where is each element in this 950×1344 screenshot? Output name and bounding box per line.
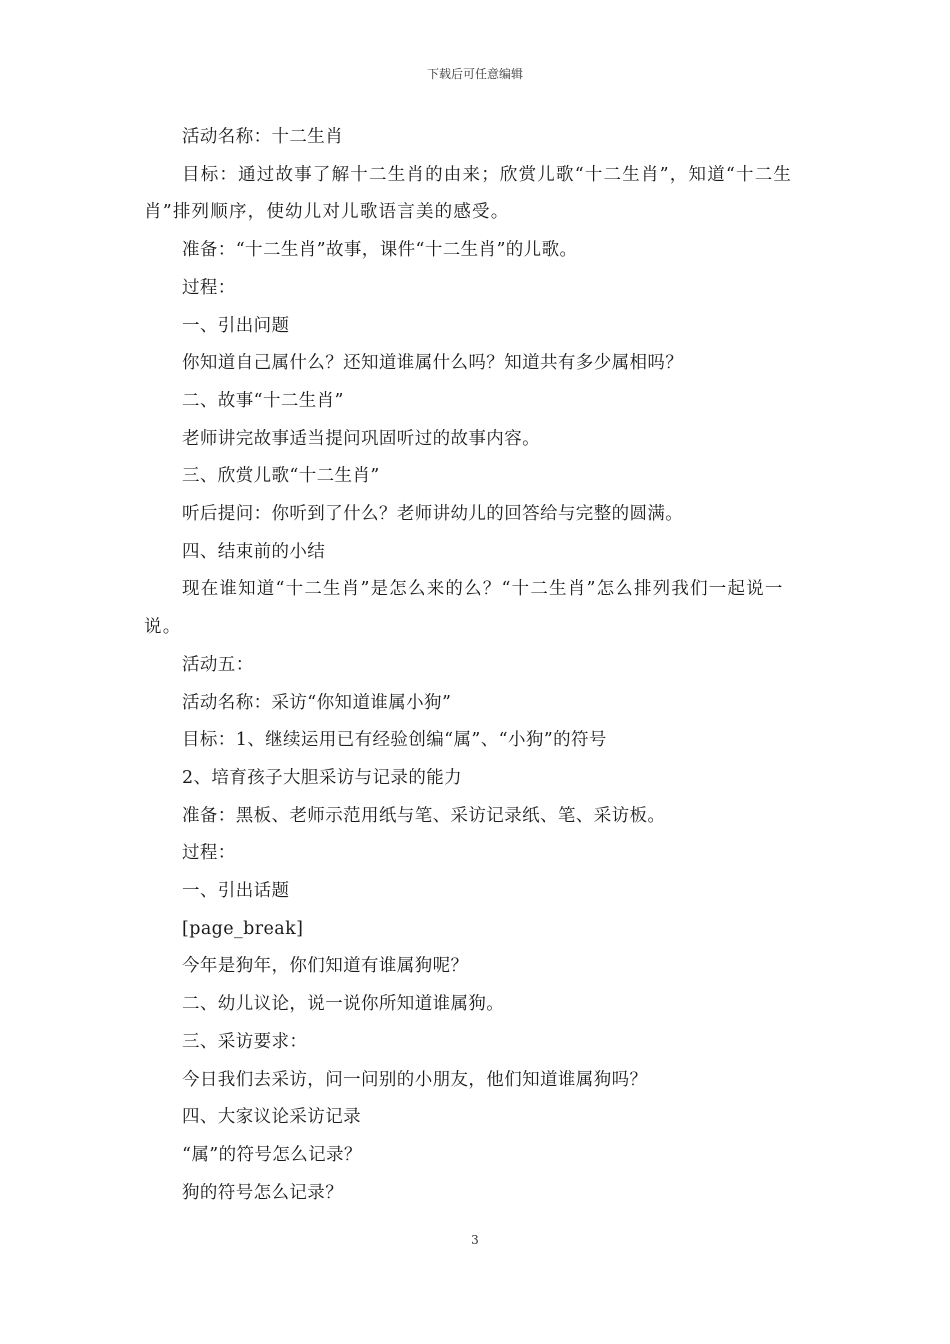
step-heading: 三、欣赏儿歌“十二生肖” bbox=[182, 466, 380, 487]
goal-line: 目标：1、继续运用已有经验创编“属”、“小狗”的符号 bbox=[182, 730, 607, 751]
body-line: “属”的符号怎么记录？ bbox=[182, 1144, 362, 1165]
body-line: 听后提问：你听到了什么？老师讲幼儿的回答给与完整的圆满。 bbox=[182, 504, 684, 525]
goal-line: 2、培育孩子大胆采访与记录的能力 bbox=[182, 767, 463, 788]
step-heading: 四、结束前的小结 bbox=[182, 541, 326, 562]
activity-name-line: 活动名称：十二生肖 bbox=[182, 127, 344, 147]
body-line: 老师讲完故事适当提问巩固听过的故事内容。 bbox=[182, 428, 540, 449]
preparation-line: 准备：“十二生肖”故事，课件“十二生肖”的儿歌。 bbox=[182, 240, 578, 261]
goal-paragraph: 目标：通过故事了解十二生肖的由来；欣赏儿歌“十二生肖”，知道“十二生肖”排列顺序，使幼儿对儿歌语言美的感受。 bbox=[144, 164, 793, 223]
activity-name-line: 活动名称：采访“你知道谁属小狗” bbox=[182, 692, 452, 713]
page-number: 3 bbox=[471, 1233, 479, 1247]
body-line: 你知道自己属什么？还知道谁属什么吗？知道共有多少属相吗？ bbox=[182, 353, 684, 374]
summary-paragraph: 现在谁知道“十二生肖”是怎么来的么？“十二生肖”怎么排列我们一起说一说。 bbox=[144, 579, 784, 638]
preparation-line: 准备：黑板、老师示范用纸与笔、采访记录纸、笔、采访板。 bbox=[182, 805, 666, 826]
step-heading: 四、大家议论采访记录 bbox=[182, 1107, 361, 1128]
body-line: 今年是狗年，你们知道有谁属狗呢？ bbox=[182, 956, 469, 977]
step-heading: 二、故事“十二生肖” bbox=[182, 390, 344, 411]
document-body bbox=[144, 119, 810, 1212]
step-heading: 三、采访要求： bbox=[182, 1031, 308, 1052]
step-heading: 一、引出话题 bbox=[182, 881, 290, 902]
process-heading: 过程： bbox=[182, 843, 236, 864]
process-heading: 过程： bbox=[182, 277, 236, 298]
page-header-note: 下载后可任意编辑 bbox=[426, 67, 523, 81]
page-break-marker: [page_break] bbox=[182, 918, 304, 939]
step-heading: 二、幼儿议论，说一说你所知道谁属狗。 bbox=[182, 994, 505, 1015]
body-line: 今日我们去采访，问一问别的小朋友，他们知道谁属狗吗？ bbox=[182, 1069, 648, 1090]
step-heading: 一、引出问题 bbox=[182, 315, 290, 336]
activity-five-heading: 活动五： bbox=[182, 654, 254, 675]
body-line: 狗的符号怎么记录？ bbox=[182, 1182, 344, 1203]
